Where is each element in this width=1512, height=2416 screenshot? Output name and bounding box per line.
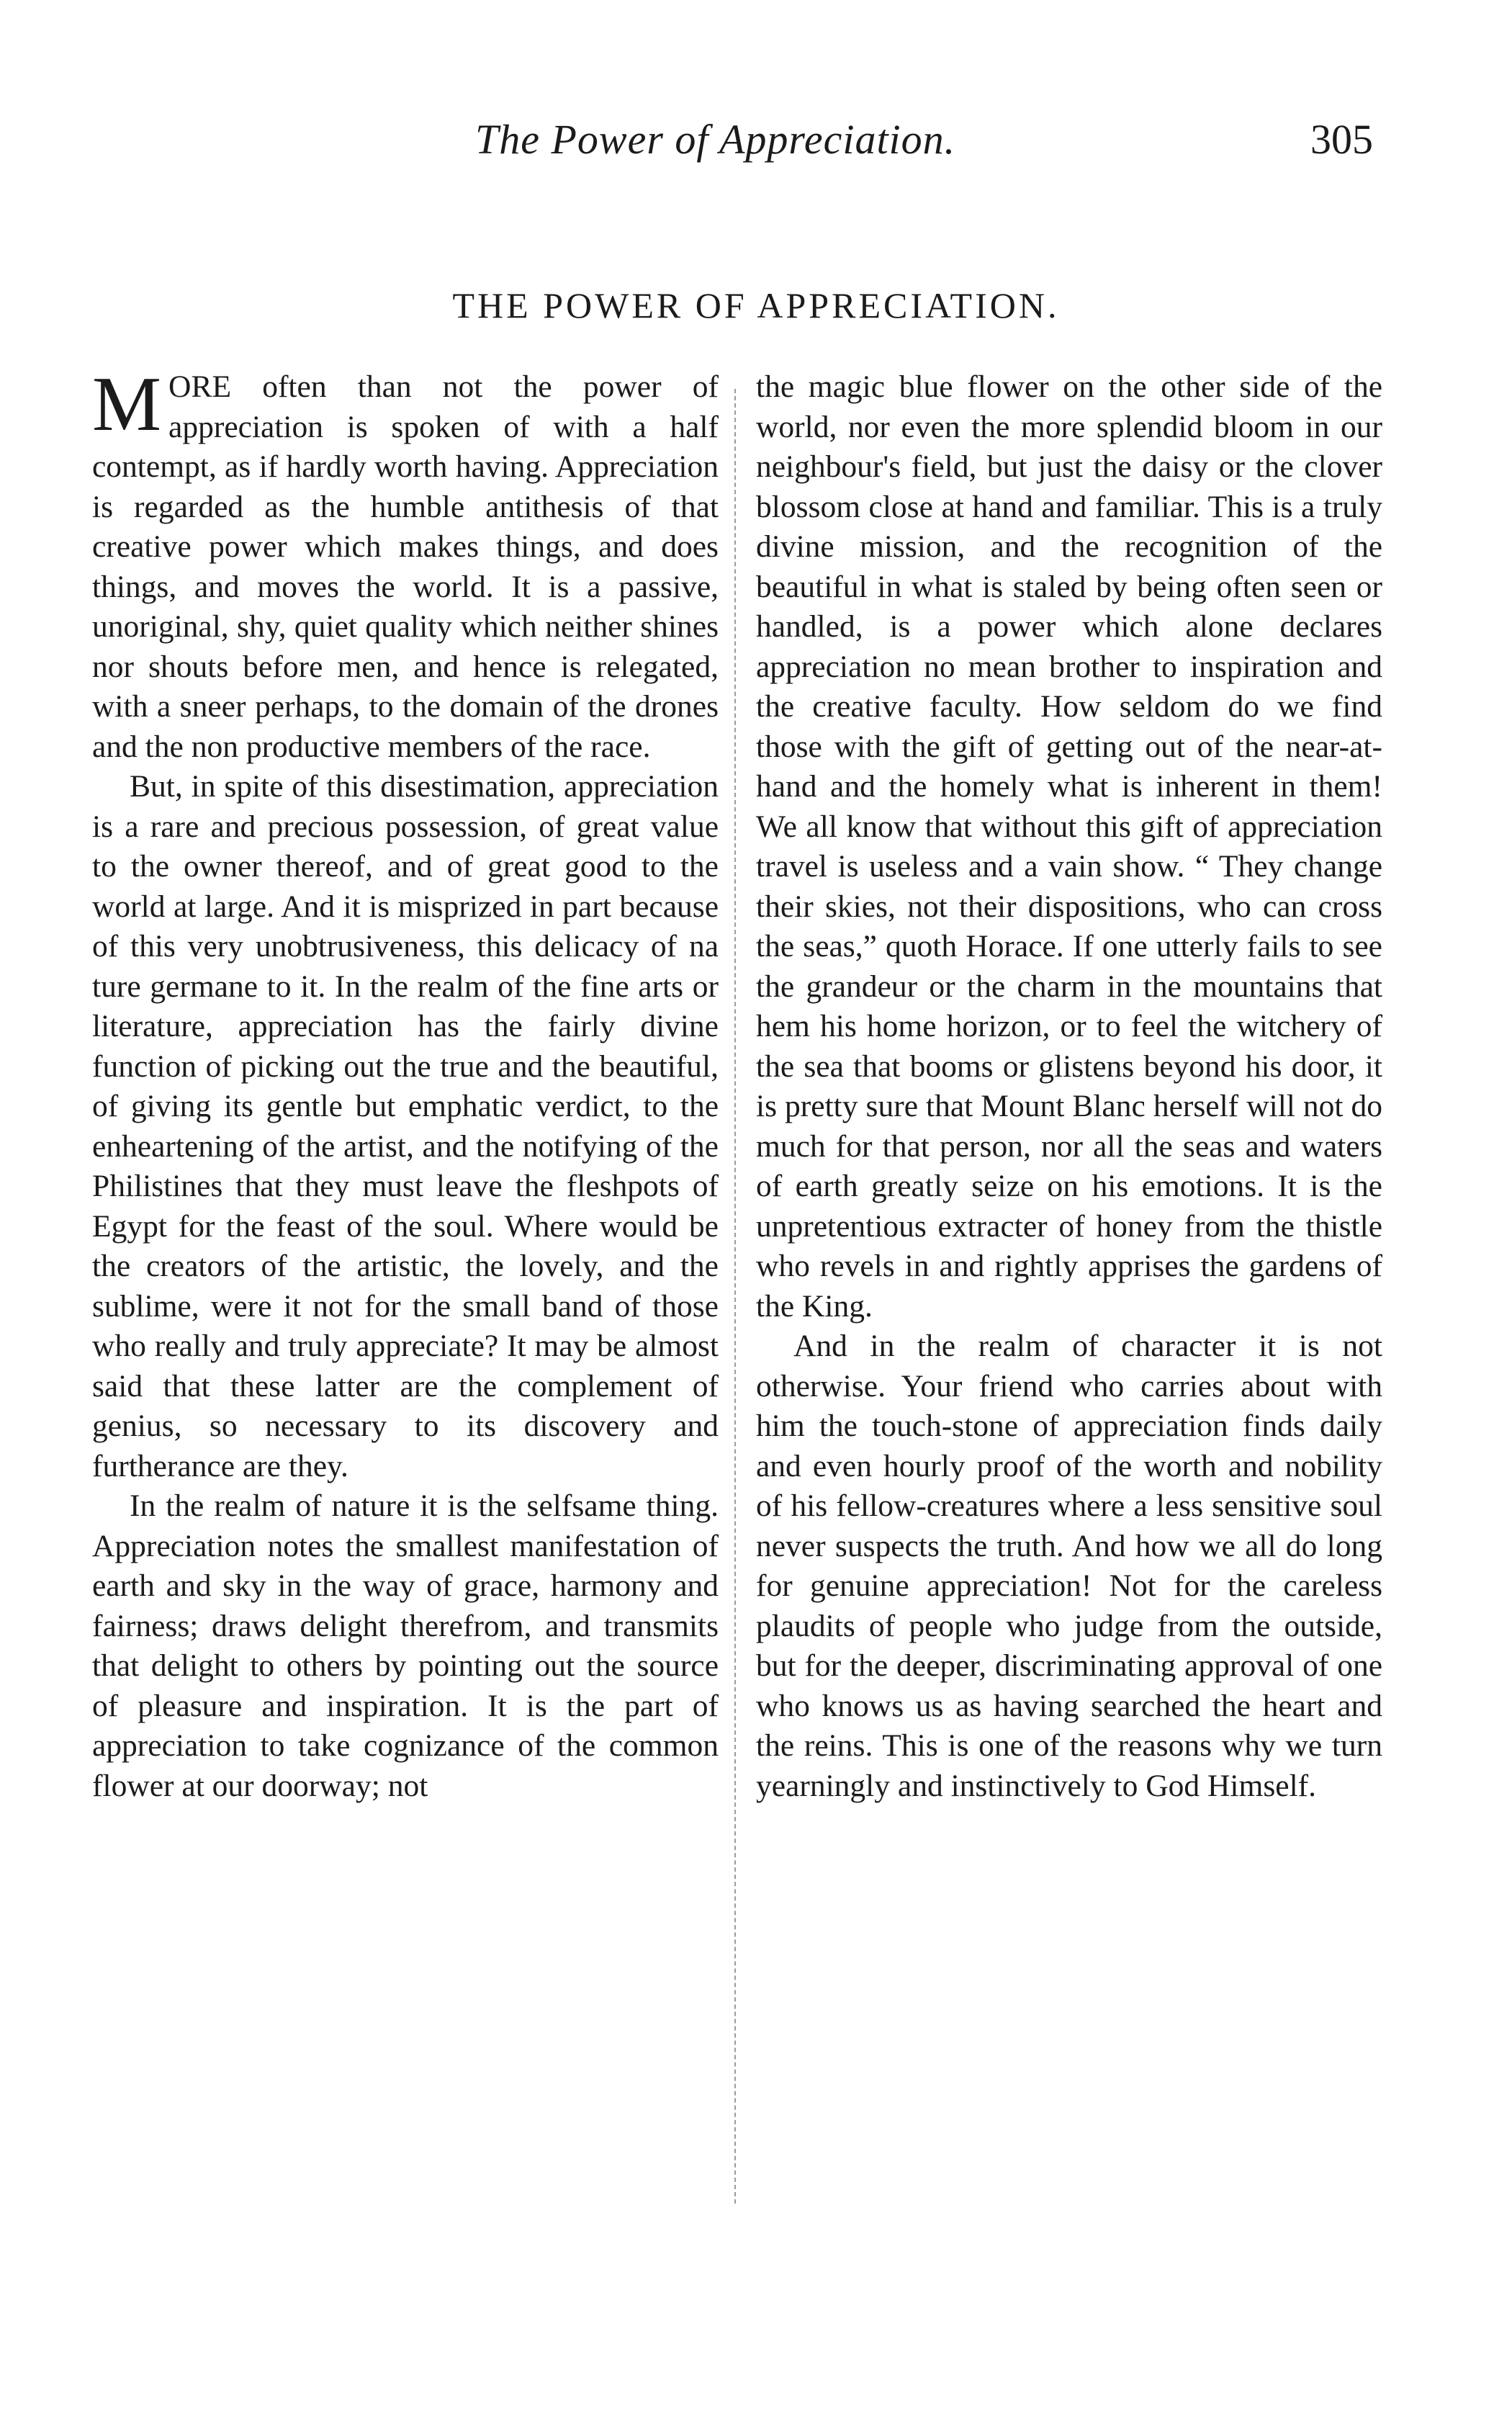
article-title: THE POWER OF APPRECIATION.: [452, 285, 1060, 325]
paragraph-3: In the realm of nature it is the selfsame thing. Appreciation notes the smallest manifestation of earth and sky in the way of grace, harmony and fairness; draws delight therefrom, and transmits that delight to others by pointing out the source of pleasure and inspiration. It is the part of appreciation to take cognizance of the common flower at our doorway; not: [92, 1488, 719, 1803]
paragraph-4: And in the realm of character it is not otherwise. Your friend who carries about with him the touch-stone of appreciation finds daily and even hourly proof of the worth and nobility of his fellow-creatures where a less sensitive soul never suspects the truth. And how we all do long for genuine appreciation! Not for the careless plaudits of people who judge from the outside, but for the deeper, discriminating approval of one who knows us as having searched the heart and the reins. This is one of the reasons why we turn yearningly and instinctively to God Himself.: [756, 1329, 1382, 1803]
paragraph-1: [92, 361, 719, 767]
paragraph-3-continued: the magic blue flower on the other side of the world, nor even the more splendid bloom in our neighbour's field, but just the daisy or the clover blossom close at hand and familiar. This is a truly divine mission, and the recognition of the beautiful in what is staled by being often seen or handled, is a power which alone declares appreciation no mean brother to inspiration and the creative faculty. How seldom do we find those with the gift of getting out of the near-at-hand and the homely what is inherent in them! We all know that without this gift of appreciation travel is useless and a vain show. “ They change their skies, not their dispositions, who can cross the seas,” quoth Horace. If one utterly fails to see the grandeur or the charm in the mountains that hem his home horizon, or to feel the witchery of the sea that booms or glistens beyond his door, it is pretty sure that Mount Blanc herself will not do much for that person, nor all the seas and waters of earth greatly seize on his emotions. It is the unpretentious extracter of honey from the thistle who revels in and rightly apprises the gardens of the King.: [756, 369, 1382, 1324]
page-number: 305: [1310, 116, 1373, 163]
opening-word: ORE: [168, 369, 232, 404]
running-title: The Power of Appreciation.: [475, 116, 956, 163]
paragraph-2: But, in spite of this disestimation, appreciation is a rare and precious possession, of great value to the owner thereof, and of great good to the world at large. And it is misprized in part because of this very unobtrusiveness, this delicacy of na ture germane to it. In the realm of the fine arts or literature, appreciation has the fairly divine function of picking out the true and the beautiful, of giving its gentle but emphatic verdict, to the enheartening of the artist, and the notifying of the Philistines that they must leave the fleshpots of Egypt for the feast of the soul. Where would be the creators of the artistic, the lovely, and the sublime, were it not for the small band of those who really and truly appreciate? It may be almost said that these latter are the complement of genius, so necessary to its discovery and furtherance are they.: [92, 769, 719, 1483]
running-head: [0, 115, 1512, 166]
paragraph-1-text: often than not the power of appreciation is spoken of with a half contempt, as if hardly worth having. Appreciation is regarded as the humble antithesis of that creative power which makes things, and does things, and moves the world. It is a passive, unoriginal, shy, quiet quality which neither shines nor shouts before men, and hence is relegated, with a sneer perhaps, to the domain of the drones and the non productive members of the race.: [92, 369, 719, 764]
column-divider: [734, 389, 736, 2204]
left-column: [92, 361, 719, 1806]
right-column: [756, 367, 1382, 1806]
drop-cap: M: [92, 361, 162, 447]
